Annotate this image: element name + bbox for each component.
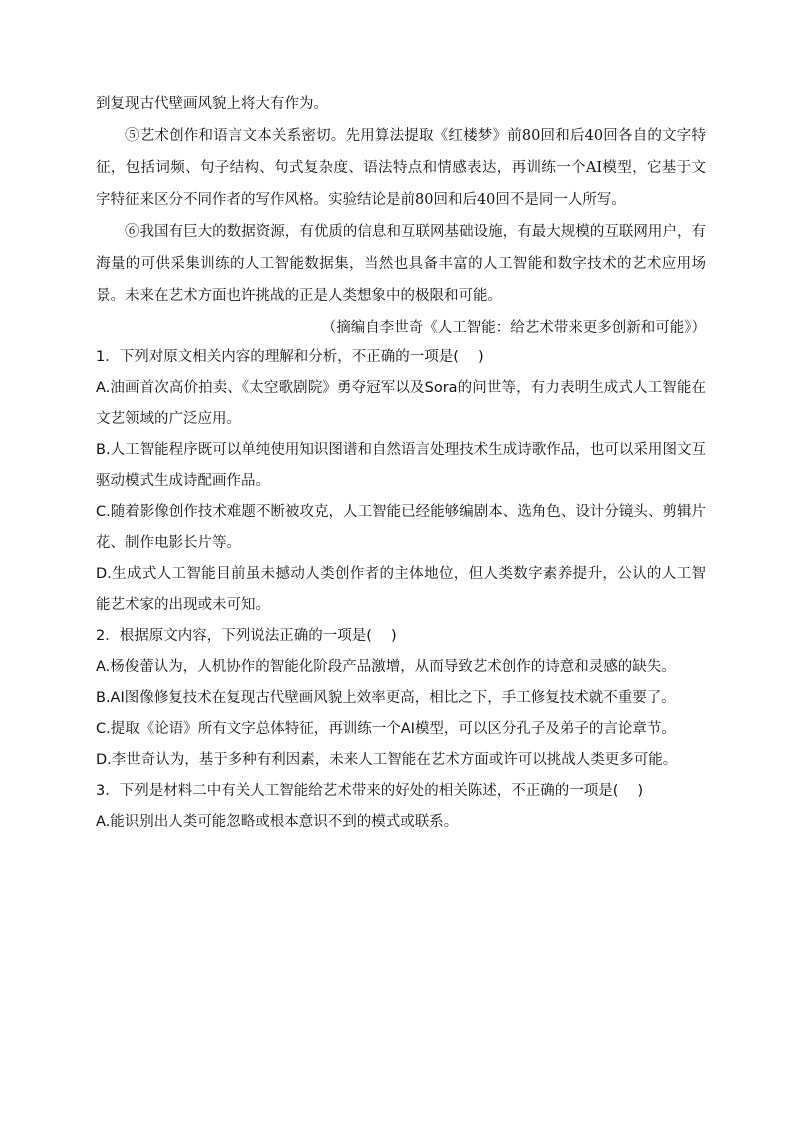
question-list (96, 342, 706, 838)
question-1-option-c: C.随着影像创作技术难题不断被攻克，人工智能已经能够编剧本、选角色、设计分镜头、剪辑片花、制作电影长片等。 (96, 504, 706, 551)
question-2-option-d: D.李世奇认为，基于多种有利因素，未来人工智能在艺术方面或许可以挑战人类更多可能。 (96, 752, 678, 768)
passage-paragraph-5: ⑤艺术创作和语言文本关系密切。先用算法提取《红楼梦》前80回和后40回各自的文字特征，包括词频、句子结构、句式复杂度、语法特点和情感表达，再训练一个AI模型，它基于文字特征来区分不同作者的写作风格。实验结论是前80回和后40回不是同一人所写。 (96, 128, 706, 208)
passage-source: （摘编自李世奇《人工智能：给艺术带来更多创新和可能》） (321, 320, 706, 336)
passage-paragraph-6: ⑥我国有巨大的数据资源，有优质的信息和互联网基础设施，有最大规模的互联网用户，有海量的可供采集训练的人工智能数据集，当然也具备丰富的人工智能和数字技术的艺术应用场景。未来在艺术方面也许挑战的正是人类想象中的极限和可能。 (96, 224, 706, 304)
question-2-option-a: A.杨俊蕾认为，人机协作的智能化阶段产品激增，从而导致艺术创作的诗意和灵感的缺失。 (96, 659, 676, 675)
question-2-option-c: C.提取《论语》所有文字总体特征，再训练一个AI模型，可以区分孔子及弟子的言论章节。 (96, 721, 676, 737)
question-1-option-a: A.油画首次高价拍卖、《太空歌剧院》勇夺冠军以及Sora的问世等，有力表明生成式人工智能在文艺领域的广泛应用。 (96, 380, 706, 427)
question-1-stem: 1．下列对原文相关内容的理解和分析，不正确的一项是( ) (96, 349, 484, 365)
question-1-option-d: D.生成式人工智能目前虽未撼动人类创作者的主体地位，但人类数字素养提升，公认的人工智能艺术家的出现或未可知。 (96, 566, 706, 613)
passage-line-continued: 到复现古代壁画风貌上将大有作为。 (96, 96, 328, 112)
reading-passage (96, 88, 706, 344)
question-1-option-b: B.人工智能程序既可以单纯使用知识图谱和自然语言处理技术生成诗歌作品，也可以采用图文互驱动模式生成诗配画作品。 (96, 442, 706, 489)
question-3-option-a: A.能识别出人类可能忽略或根本意识不到的模式或联系。 (96, 814, 459, 830)
question-2-option-b: B.AI图像修复技术在复现古代壁画风貌上效率更高，相比之下，手工修复技术就不重要了。 (96, 690, 676, 706)
question-2-stem: 2．根据原文内容，下列说法正确的一项是( ) (96, 628, 397, 644)
question-3-stem: 3．下列是材料二中有关人工智能给艺术带来的好处的相关陈述，不正确的一项是( ) (96, 783, 644, 799)
